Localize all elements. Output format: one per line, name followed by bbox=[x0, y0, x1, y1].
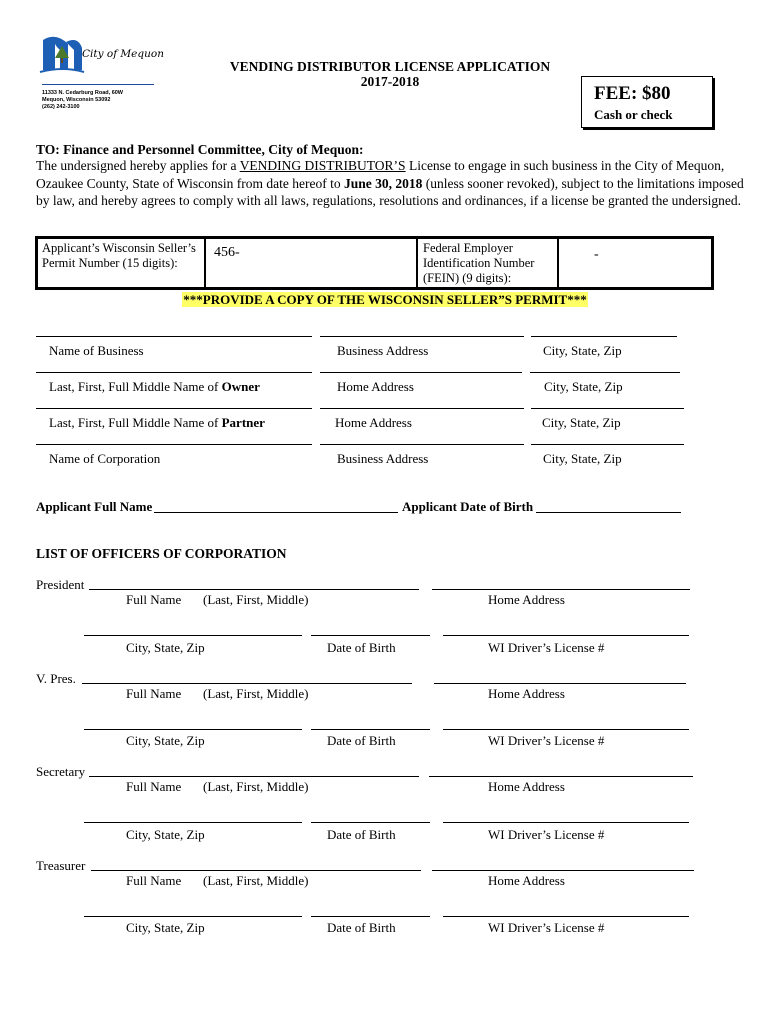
vice-president-address-field[interactable] bbox=[434, 683, 686, 684]
president-license-label: WI Driver’s License # bbox=[488, 640, 605, 655]
secretary-name-field[interactable] bbox=[89, 776, 419, 777]
secretary-city-label: City, State, Zip bbox=[126, 827, 205, 842]
applicant-dob-field[interactable] bbox=[536, 512, 681, 513]
partner-city-field[interactable] bbox=[531, 408, 684, 409]
president-dob-field[interactable] bbox=[311, 635, 430, 636]
vice-president-city-field[interactable] bbox=[84, 729, 302, 730]
president-address-field[interactable] bbox=[432, 589, 690, 590]
president-full-name-label: Full Name bbox=[126, 592, 182, 607]
president-home-address-label: Home Address bbox=[488, 592, 565, 607]
treasurer-home-address-label: Home Address bbox=[488, 873, 565, 888]
addressee: TO: Finance and Personnel Committee, City of Mequon: bbox=[36, 142, 364, 157]
secretary-license-field[interactable] bbox=[443, 822, 689, 823]
owner-city-label: City, State, Zip bbox=[544, 379, 623, 394]
vice-president-full-name-label: Full Name bbox=[126, 686, 182, 701]
owner-address-field[interactable] bbox=[320, 372, 522, 373]
owner-name-field[interactable] bbox=[36, 372, 312, 373]
partner-address-label: Home Address bbox=[335, 415, 412, 430]
fee-box bbox=[581, 76, 713, 128]
treasurer-label: Treasurer bbox=[36, 858, 86, 873]
vice-president-dob-field[interactable] bbox=[311, 729, 430, 730]
secretary-full-name-label: Full Name bbox=[126, 779, 182, 794]
treasurer-dob-label: Date of Birth bbox=[327, 920, 396, 935]
treasurer-city-field[interactable] bbox=[84, 916, 302, 917]
treasurer-name-field[interactable] bbox=[91, 870, 421, 871]
form-title: VENDING DISTRIBUTOR LICENSE APPLICATION bbox=[229, 59, 551, 74]
vice-president-home-address-label: Home Address bbox=[488, 686, 565, 701]
president-license-field[interactable] bbox=[443, 635, 689, 636]
secretary-address-field[interactable] bbox=[429, 776, 693, 777]
applicant-dob-label: Applicant Date of Birth bbox=[402, 499, 534, 514]
permit-table bbox=[35, 236, 714, 290]
seller-permit-label: Applicant’s Wisconsin Seller’s Permit Number (15 digits): bbox=[42, 241, 196, 270]
end-date: June 30, 2018 bbox=[344, 175, 423, 191]
officers-heading: LIST OF OFFICERS OF CORPORATION bbox=[36, 546, 287, 561]
treasurer-address-field[interactable] bbox=[432, 870, 694, 871]
fee-payment-note: Cash or check bbox=[594, 107, 673, 122]
name-of-business-field[interactable] bbox=[36, 336, 312, 337]
corporation-city-field[interactable] bbox=[531, 444, 684, 445]
vice-president-license-field[interactable] bbox=[443, 729, 689, 730]
fee-amount: FEE: $80 bbox=[594, 83, 671, 104]
business-city-label: City, State, Zip bbox=[543, 343, 622, 358]
president-city-label: City, State, Zip bbox=[126, 640, 205, 655]
address-line-1: 11333 N. Cedarburg Road, 60W bbox=[42, 90, 123, 96]
secretary-dob-field[interactable] bbox=[311, 822, 430, 823]
president-label: President bbox=[36, 577, 85, 592]
treasurer-city-label: City, State, Zip bbox=[126, 920, 205, 935]
corporation-city-label: City, State, Zip bbox=[543, 451, 622, 466]
secretary-name-order-label: (Last, First, Middle) bbox=[203, 779, 309, 794]
treasurer-license-label: WI Driver’s License # bbox=[488, 920, 605, 935]
secretary-dob-label: Date of Birth bbox=[327, 827, 396, 842]
business-name-label: Name of Business bbox=[49, 343, 144, 358]
address-line-2: Mequon, Wisconsin 53092 bbox=[42, 97, 111, 103]
logo-divider bbox=[42, 84, 154, 85]
corporation-address-label: Business Address bbox=[337, 451, 429, 466]
city-state-zip-field[interactable] bbox=[531, 336, 677, 337]
license-type: VENDING DISTRIBUTOR’S bbox=[239, 158, 406, 173]
treasurer-license-field[interactable] bbox=[443, 916, 689, 917]
applicant-name-field[interactable] bbox=[154, 512, 398, 513]
seller-permit-field[interactable]: 456- bbox=[214, 245, 240, 260]
secretary-license-label: WI Driver’s License # bbox=[488, 827, 605, 842]
city-logo bbox=[38, 36, 158, 88]
business-address-field[interactable] bbox=[320, 336, 524, 337]
intro-paragraph: The undersigned hereby applies for a VENDING DISTRIBUTOR’S License to engage in such business in the City of Mequon, Ozaukee County, State of Wisconsin from date hereof to June 30, 2018 (unless sooner revoked), subject to the limitations imposed by law, and hereby agrees to comply with all laws, regulations, resolutions and ordinances, if a license be granted the undersigned. bbox=[36, 158, 744, 208]
corporation-name-field[interactable] bbox=[36, 444, 312, 445]
treasurer-dob-field[interactable] bbox=[311, 916, 430, 917]
treasurer-full-name-label: Full Name bbox=[126, 873, 182, 888]
address-line-3: (262) 242-3100 bbox=[42, 104, 80, 110]
treasurer-name-order-label: (Last, First, Middle) bbox=[203, 873, 309, 888]
vice-president-label: V. Pres. bbox=[36, 671, 76, 686]
fein-field[interactable]: - bbox=[594, 247, 599, 262]
form-years: 2017-2018 bbox=[360, 74, 420, 89]
secretary-home-address-label: Home Address bbox=[488, 779, 565, 794]
owner-address-label: Home Address bbox=[337, 379, 414, 394]
seller-permit-notice: ***PROVIDE A COPY OF THE WISCONSIN SELLER”S PERMIT*** bbox=[183, 292, 587, 307]
partner-city-label: City, State, Zip bbox=[542, 415, 621, 430]
president-city-field[interactable] bbox=[84, 635, 302, 636]
president-dob-label: Date of Birth bbox=[327, 640, 396, 655]
president-name-field[interactable] bbox=[89, 589, 419, 590]
partner-name-field[interactable] bbox=[36, 408, 312, 409]
corporation-address-field[interactable] bbox=[320, 444, 524, 445]
vice-president-license-label: WI Driver’s License # bbox=[488, 733, 605, 748]
vice-president-name-order-label: (Last, First, Middle) bbox=[203, 686, 309, 701]
vice-president-name-field[interactable] bbox=[82, 683, 412, 684]
corporation-name-label: Name of Corporation bbox=[49, 451, 161, 466]
partner-name-label: Last, First, Full Middle Name of Partner bbox=[49, 415, 265, 430]
vice-president-dob-label: Date of Birth bbox=[327, 733, 396, 748]
applicant-name-label: Applicant Full Name bbox=[36, 499, 153, 514]
vice-president-city-label: City, State, Zip bbox=[126, 733, 205, 748]
business-address-label: Business Address bbox=[337, 343, 429, 358]
logo-text: City of Mequon bbox=[82, 48, 164, 60]
owner-name-label: Last, First, Full Middle Name of Owner bbox=[49, 379, 260, 394]
secretary-city-field[interactable] bbox=[84, 822, 302, 823]
secretary-label: Secretary bbox=[36, 764, 86, 779]
owner-city-field[interactable] bbox=[530, 372, 680, 373]
fein-label: Federal Employer Identification Number (FEIN) (9 digits): bbox=[423, 241, 535, 285]
partner-address-field[interactable] bbox=[320, 408, 524, 409]
president-name-order-label: (Last, First, Middle) bbox=[203, 592, 309, 607]
